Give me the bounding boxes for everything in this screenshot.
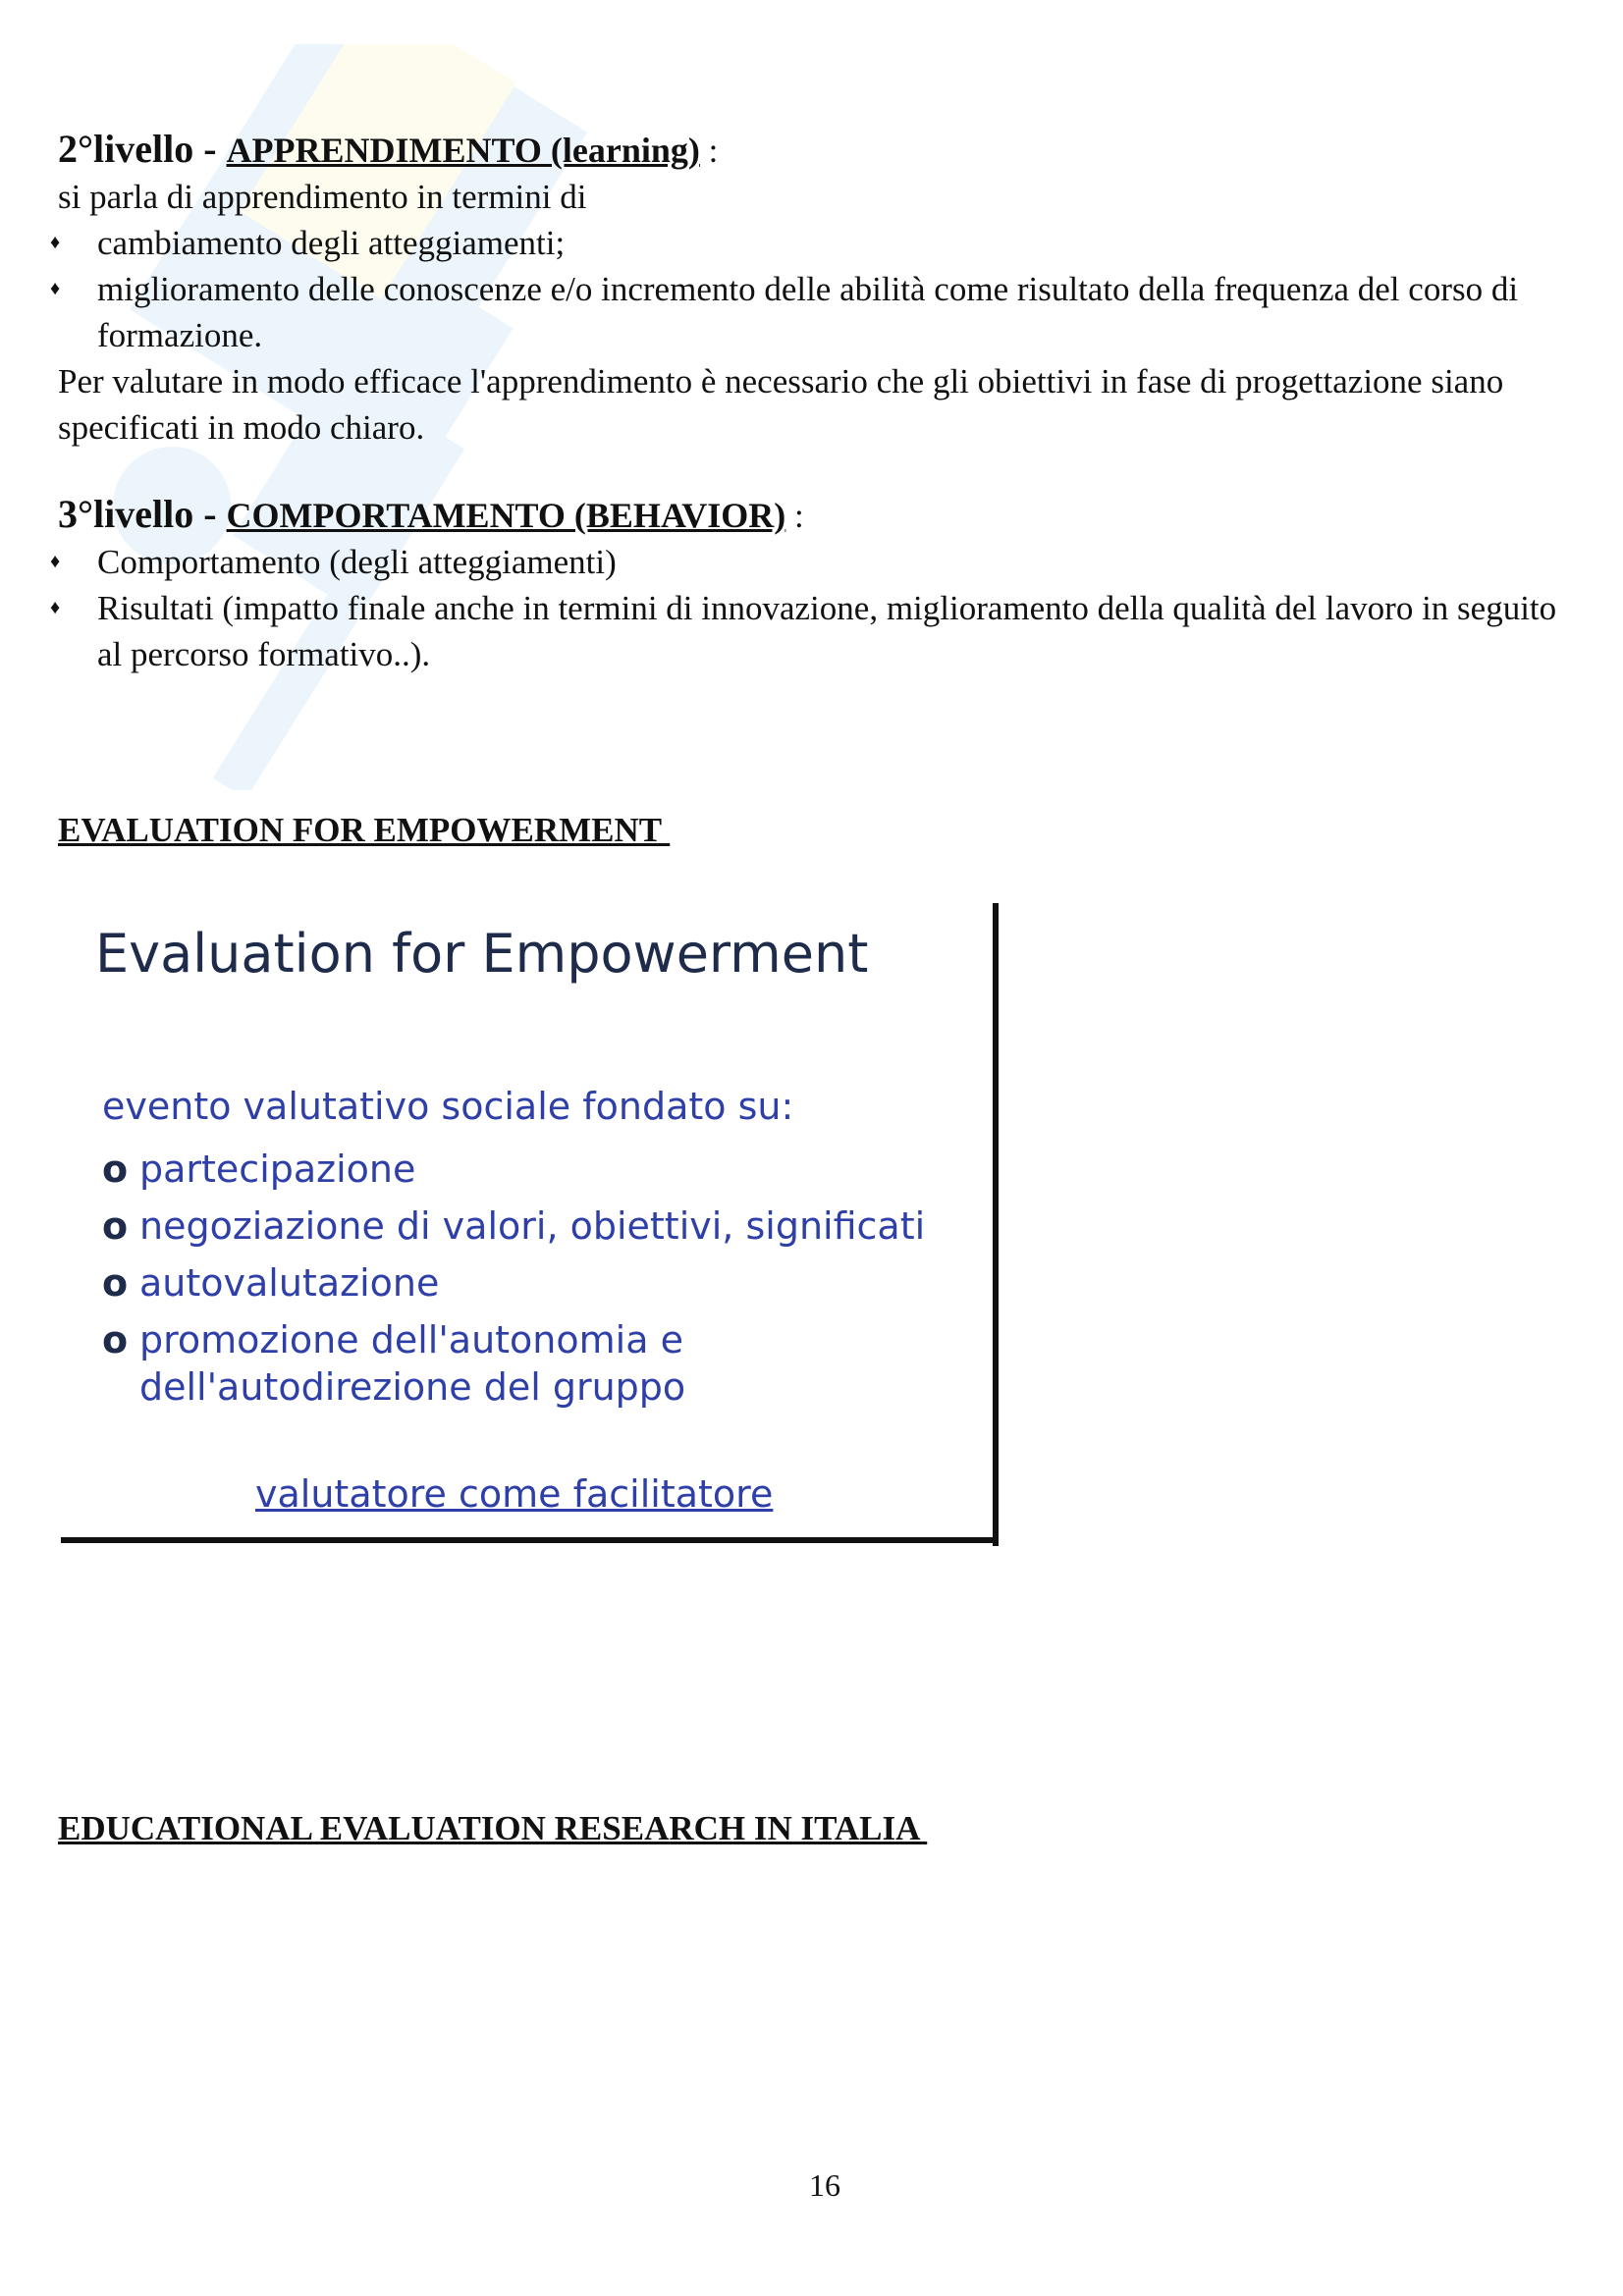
section-title-empowerment: EVALUATION FOR EMPOWERMENT — [58, 811, 671, 849]
circle-bullet-icon: o — [102, 1204, 129, 1248]
slide-image — [61, 903, 994, 1541]
list-item — [50, 585, 1590, 677]
slide-shadow-bottom — [61, 1537, 999, 1543]
level2-prefix: 2°livello - — [58, 127, 227, 171]
slide-item-text-line1: promozione dell'autonomia e — [139, 1318, 683, 1362]
slide-item-text: negoziazione di valori, obiettivi, significati — [139, 1204, 926, 1248]
level3-block — [50, 491, 1590, 677]
slide-item-text: partecipazione — [139, 1148, 416, 1191]
slide-intro: evento valutativo sociale fondato su: — [102, 1085, 794, 1128]
level2-block — [50, 126, 1590, 451]
level2-intro: si parla di apprendimento in termini di — [58, 178, 587, 216]
level2-suffix: : — [699, 132, 719, 170]
diamond-bullet-icon: ♦ — [50, 597, 61, 618]
section-title-italia: EDUCATIONAL EVALUATION RESEARCH IN ITALIA — [58, 1809, 928, 1847]
circle-bullet-icon: o — [102, 1261, 129, 1305]
level3-bullet-2: Risultati (impatto finale anche in termini di innovazione, miglioramento della qualità del lavoro in seguito al percorso formativo..). — [97, 589, 1557, 673]
diamond-bullet-icon: ♦ — [50, 551, 61, 572]
list-item — [50, 266, 1590, 358]
diamond-bullet-icon: ♦ — [50, 278, 61, 299]
level3-suffix: : — [785, 497, 804, 535]
slide-item-text-line2: dell'autodirezione del gruppo — [139, 1365, 686, 1409]
slide-list-item — [102, 1141, 925, 1198]
level2-title: APPRENDIMENTO (learning) — [226, 131, 700, 170]
level3-prefix: 3°livello - — [58, 492, 227, 536]
slide-item-text: autovalutazione — [139, 1261, 440, 1305]
page-number: 16 — [809, 2167, 840, 2203]
slide-list-item — [102, 1255, 925, 1311]
slide-list-item — [102, 1311, 925, 1411]
list-item — [50, 220, 1590, 266]
slide-list — [102, 1141, 925, 1411]
level2-bullet-2: miglioramento delle conoscenze e/o incremento delle abilità come risultato della frequenza del corso di formazione. — [97, 270, 1519, 354]
level2-heading — [58, 126, 1590, 174]
level2-paragraph: Per valutare in modo efficace l'apprendimento è necessario che gli obiettivi in fase di progettazione siano specificati in modo chiaro. — [58, 362, 1504, 447]
slide-title: Evaluation for Empowerment — [95, 923, 869, 985]
slide-footer: valutatore come facilitatore — [255, 1472, 774, 1516]
level2-bullet-1: cambiamento degli atteggiamenti; — [97, 224, 566, 262]
list-item — [50, 539, 1590, 585]
level3-heading — [58, 491, 1590, 539]
circle-bullet-icon: o — [102, 1148, 129, 1191]
level3-title: COMPORTAMENTO (BEHAVIOR) — [226, 496, 786, 535]
slide-list-item — [102, 1198, 925, 1255]
circle-bullet-icon: o — [102, 1318, 129, 1362]
diamond-bullet-icon: ♦ — [50, 232, 61, 253]
level3-bullet-1: Comportamento (degli atteggiamenti) — [97, 543, 617, 581]
slide-shadow-right — [993, 903, 999, 1546]
